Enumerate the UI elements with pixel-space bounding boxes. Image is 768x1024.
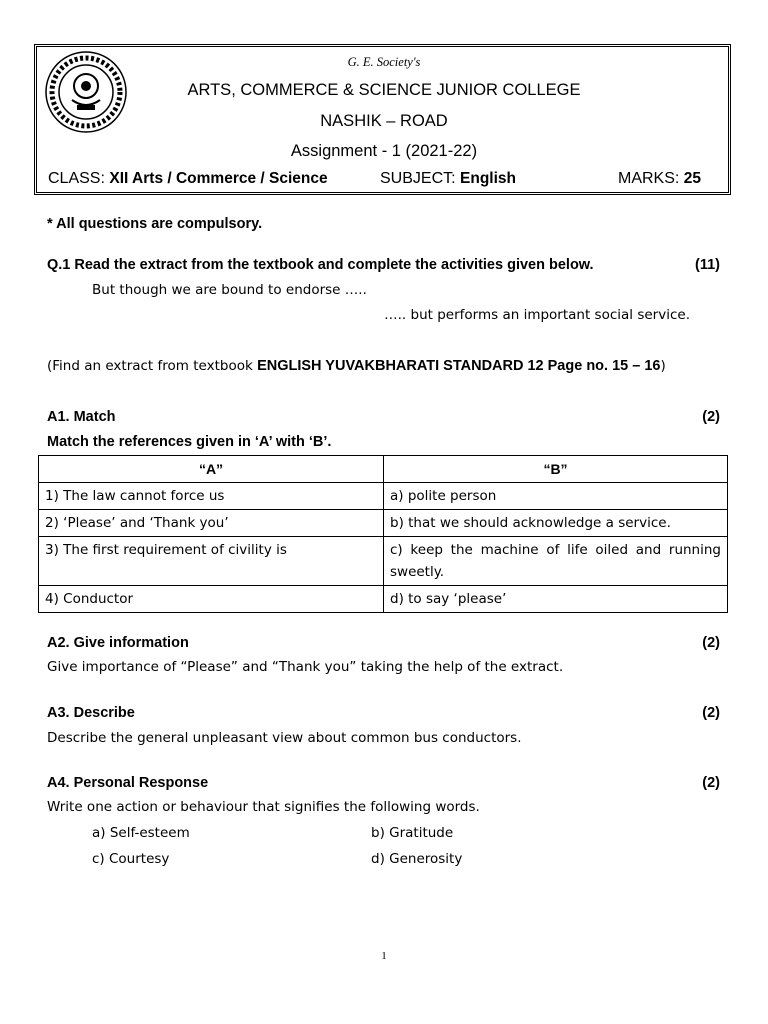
table-row — [39, 537, 728, 586]
extract-start: But though we are bound to endorse ….. — [92, 282, 367, 298]
q1-title: Q.1 Read the extract from the textbook and complete the activities given below. — [47, 257, 594, 273]
a4-option: a) Self-esteem — [92, 825, 190, 841]
marks-label: MARKS: — [618, 170, 680, 187]
class-value: XII Arts / Commerce / Science — [109, 170, 328, 187]
find-extract-note — [47, 358, 666, 374]
extract-end: ….. but performs an important social service. — [384, 307, 690, 323]
table-header-row — [39, 456, 728, 483]
column-b-header: “B” — [384, 456, 728, 483]
column-b-cell: b) that we should acknowledge a service. — [384, 510, 728, 537]
a1-marks: (2) — [702, 409, 720, 425]
q1-marks: (11) — [695, 257, 720, 273]
column-a-cell: 1) The law cannot force us — [39, 483, 384, 510]
a4-title: A4. Personal Response — [47, 775, 209, 791]
column-a-cell: 2) ‘Please’ and ‘Thank you’ — [39, 510, 384, 537]
marks-field — [618, 170, 701, 188]
class-field — [48, 170, 328, 188]
find-suffix: ) — [660, 358, 666, 374]
find-prefix: (Find an extract from textbook — [47, 358, 258, 374]
column-b-cell-line: c) keep the machine of life oiled and running — [390, 542, 721, 558]
table-row — [39, 510, 728, 537]
a4-option: d) Generosity — [371, 851, 463, 867]
marks-value: 25 — [683, 170, 702, 187]
a4-option: c) Courtesy — [92, 851, 170, 867]
assignment-title: Assignment - 1 (2021-22) — [290, 142, 478, 160]
subject-label: SUBJECT: — [380, 170, 456, 187]
a2-text: Give importance of “Please” and “Thank you” taking the help of the extract. — [47, 659, 564, 675]
table-row — [39, 483, 728, 510]
subject-value: English — [460, 170, 517, 187]
a3-text: Describe the general unpleasant view about common bus conductors. — [47, 730, 522, 746]
subject-field — [380, 170, 516, 188]
a3-marks: (2) — [702, 705, 720, 721]
a4-text: Write one action or behaviour that signifies the following words. — [47, 799, 480, 815]
column-a-cell: 4) Conductor — [39, 586, 384, 613]
a1-title: A1. Match — [47, 409, 116, 425]
a4-marks: (2) — [702, 775, 720, 791]
college-name: ARTS, COMMERCE & SCIENCE JUNIOR COLLEGE — [187, 81, 581, 99]
column-b-cell-line: sweetly. — [390, 564, 445, 580]
instruction: * All questions are compulsory. — [47, 216, 263, 232]
a2-title: A2. Give information — [47, 635, 189, 651]
a3-title: A3. Describe — [47, 705, 135, 721]
column-b-cell: d) to say ‘please’ — [384, 586, 728, 613]
class-label: CLASS: — [48, 170, 105, 187]
a4-option: b) Gratitude — [371, 825, 454, 841]
column-b-cell — [384, 537, 728, 586]
column-a-header: “A” — [39, 456, 384, 483]
column-a-cell: 3) The first requirement of civility is — [39, 537, 384, 586]
textbook-reference: ENGLISH YUVAKBHARATI STANDARD 12 Page no. 15 – 16 — [257, 358, 661, 374]
table-row — [39, 586, 728, 613]
a1-instruction: Match the references given in ‘A’ with ‘B’. — [47, 434, 332, 450]
page-number: 1 — [381, 950, 387, 962]
college-city: NASHIK – ROAD — [320, 112, 448, 130]
column-b-cell: a) polite person — [384, 483, 728, 510]
society-name: G. E. Society's — [347, 55, 421, 69]
a2-marks: (2) — [702, 635, 720, 651]
match-table — [38, 455, 728, 613]
